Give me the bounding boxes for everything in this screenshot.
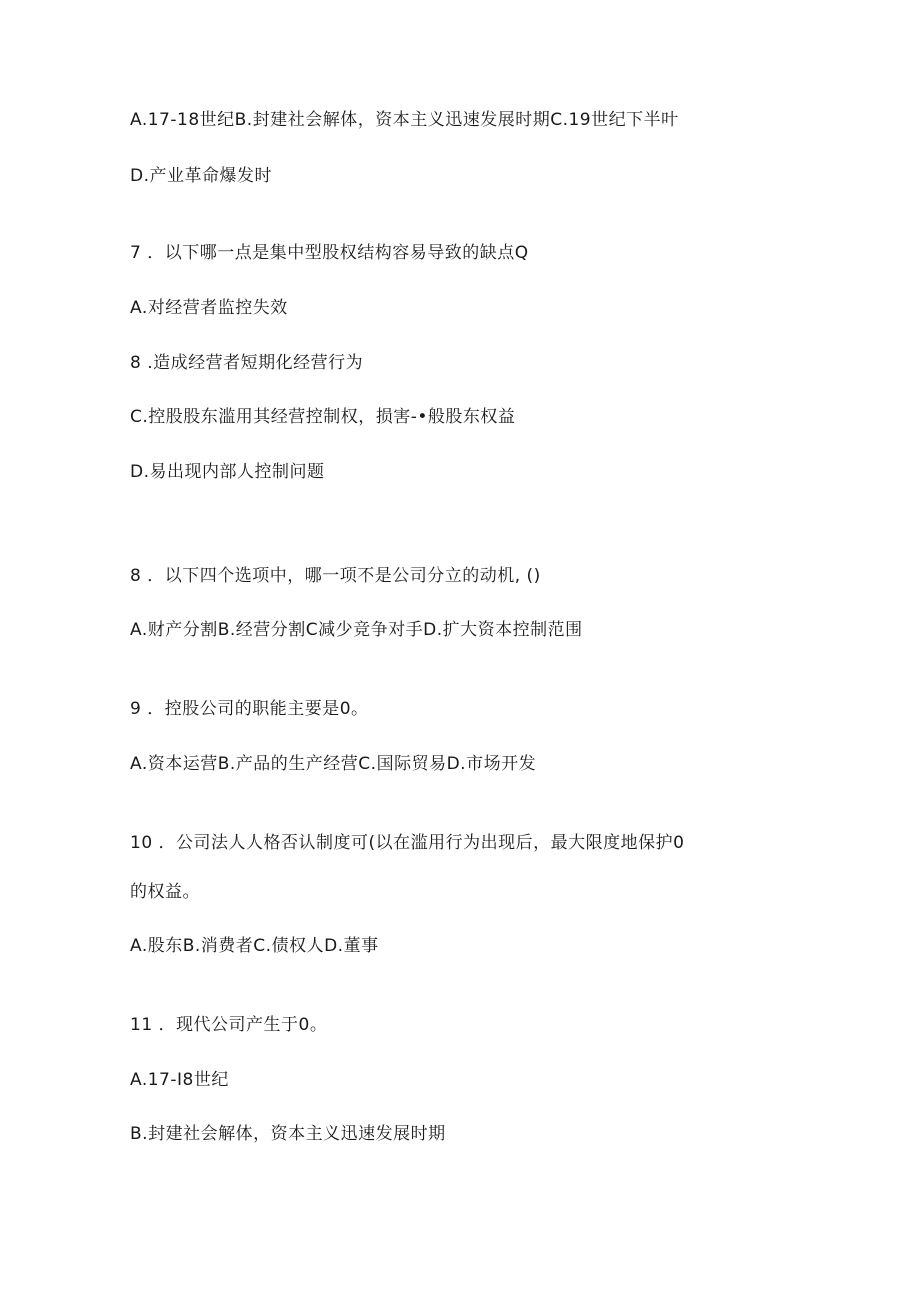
option-line-q6-d: D.产业革命爆发时 — [130, 166, 272, 186]
question-7: 7 ．以下哪一点是集中型股权结构容易导致的缺点Q — [130, 243, 529, 263]
option-line-q7-b: 8 .造成经营者短期化经营行为 — [130, 353, 364, 373]
question-8: 8 ．以下四个选项中，哪一项不是公司分立的动机, () — [130, 566, 541, 586]
option-line-q7-c: C.控股股东滥用其经营控制权，损害-•般股东权益 — [130, 407, 516, 427]
option-line-q7-d: D.易出现内部人控制问题 — [130, 462, 325, 482]
question-11: 11 ．现代公司产生于0。 — [130, 1015, 328, 1035]
option-line-q10: A.股东B.消费者C.债权人D.董事 — [130, 936, 379, 956]
question-9: 9 ．控股公司的职能主要是0。 — [130, 699, 369, 719]
option-line-q11-b: B.封建社会解体，资本主义迅速发展时期 — [130, 1124, 446, 1144]
question-10-continued: 的权益。 — [130, 882, 200, 902]
option-line-q9: A.资本运营B.产品的生产经营C.国际贸易D.市场开发 — [130, 754, 537, 774]
question-10: 10 ．公司法人人格否认制度可(以在滥用行为出现后，最大限度地保护0 — [130, 833, 685, 853]
option-line-q8: A.财产分割B.经营分割C减少竞争对手D.扩大资本控制范围 — [130, 620, 583, 640]
option-line-q6-abc: A.17-18世纪B.封建社会解体，资本主义迅速发展时期C.19世纪下半叶 — [130, 110, 679, 130]
option-line-q7-a: A.对经营者监控失效 — [130, 298, 288, 318]
option-line-q11-a: A.17-I8世纪 — [130, 1070, 229, 1090]
